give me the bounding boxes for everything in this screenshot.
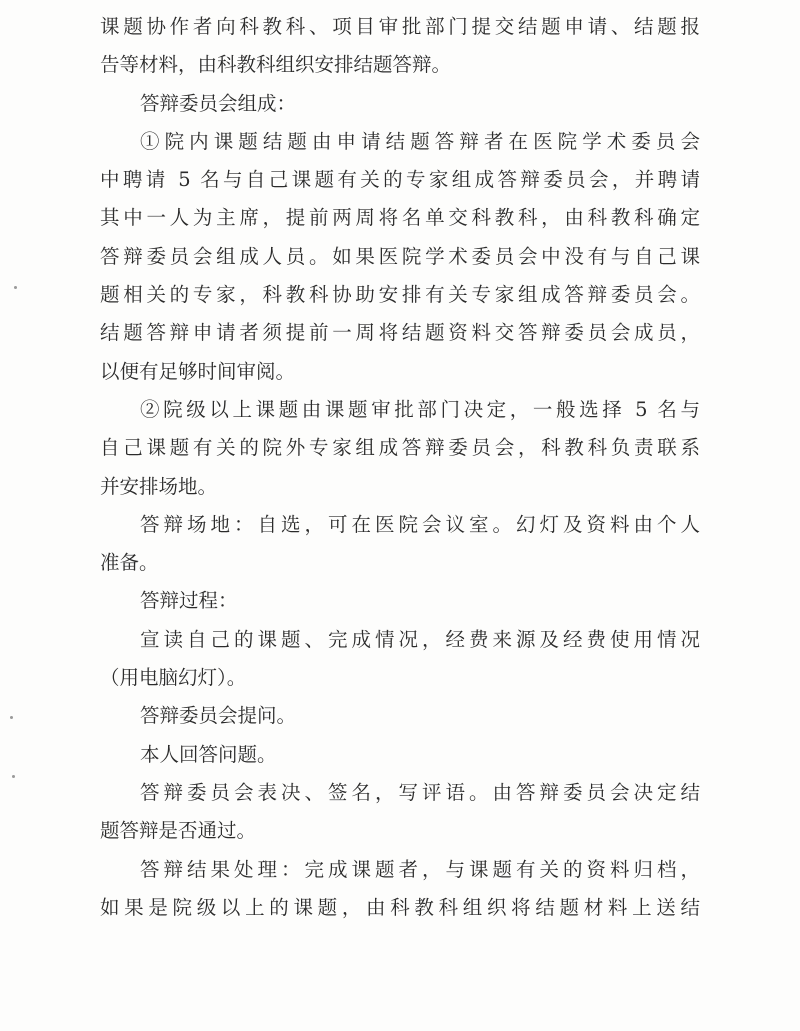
text-line: 本人回答问题。 [140,742,277,766]
text-line: 答辩结果处理：完成课题者，与课题有关的资料归档， [140,857,700,881]
scan-speck [10,716,13,719]
text-line: 如果是院级以上的课题，由科教科组织将结题材料上送结 [100,895,700,919]
text-line: 宣读自己的课题、完成情况，经费来源及经费使用情况 [140,627,700,651]
text-line: ①院内课题结题由申请结题答辩者在医院学术委员会 [140,129,700,153]
text-line: 并安排场地。 [100,474,218,498]
text-line: （用电脑幻灯）。 [100,666,247,690]
text-line: ②院级以上课题由课题审批部门决定，一般选择 5 名与 [140,397,700,421]
text-line: 其中一人为主席，提前两周将名单交科教科，由科教科确定 [100,206,700,230]
text-line: 结题答辩申请者须提前一周将结题资料交答辩委员会成员， [100,321,700,345]
text-line: 答辩委员会组成人员。如果医院学术委员会中没有与自己课 [100,244,700,268]
text-line: 自己课题有关的院外专家组成答辩委员会，科教科负责联系 [100,436,700,460]
text-line: 题答辩是否通过。 [100,819,257,843]
text-line: 答辩委员会表决、签名，写评语。由答辩委员会决定结 [140,780,700,804]
section-heading: 答辩委员会组成： [140,91,297,115]
document-body [100,8,700,927]
section-heading: 答辩过程： [140,589,238,613]
text-line: 准备。 [100,551,159,575]
scan-speck [14,286,17,289]
text-line: 中聘请 5 名与自己课题有关的专家组成答辩委员会，并聘请 [100,168,700,192]
text-line: 告等材料，由科教科组织安排结题答辩。 [100,53,452,77]
text-line: 以便有足够时间审阅。 [100,359,296,383]
text-line: 课题协作者向科教科、项目审批部门提交结题申请、结题报 [100,15,700,38]
text-line: 答辩场地：自选，可在医院会议室。幻灯及资料由个人 [140,512,700,536]
text-line: 答辩委员会提问。 [140,704,297,728]
text-line: 题相关的专家，科教科协助安排有关专家组成答辩委员会。 [100,283,700,307]
scan-speck [12,775,15,778]
